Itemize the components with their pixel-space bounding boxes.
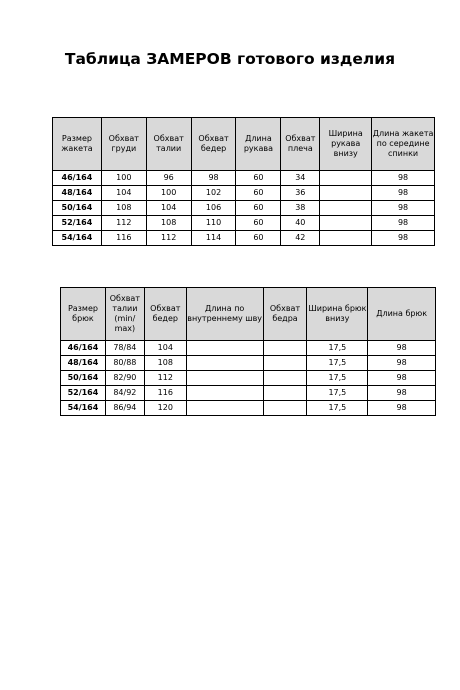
table-cell: 116 xyxy=(101,231,146,246)
table-cell: 17,5 xyxy=(307,401,368,416)
column-header: Обхват талии (min/ max) xyxy=(105,288,144,341)
table-cell: 38 xyxy=(281,201,320,216)
column-header: Обхват груди xyxy=(101,118,146,171)
table-cell: 120 xyxy=(144,401,186,416)
table-cell xyxy=(320,231,372,246)
column-header: Длина по внутреннему шву xyxy=(186,288,263,341)
table-row xyxy=(53,201,435,216)
column-header: Длина брюк xyxy=(368,288,436,341)
table-cell: 60 xyxy=(236,231,281,246)
table-cell: 40 xyxy=(281,216,320,231)
table-cell xyxy=(186,401,263,416)
table-cell: 98 xyxy=(372,171,435,186)
trousers-measurements-table xyxy=(60,287,436,416)
table-cell: 112 xyxy=(144,371,186,386)
column-header: Ширина брюк внизу xyxy=(307,288,368,341)
column-header: Обхват бедер xyxy=(144,288,186,341)
jacket-measurements-table xyxy=(52,117,435,246)
table-cell: 78/84 xyxy=(105,341,144,356)
table-cell xyxy=(263,386,307,401)
table-cell: 84/92 xyxy=(105,386,144,401)
table-cell: 114 xyxy=(191,231,236,246)
table-cell: 46/164 xyxy=(53,171,102,186)
table-cell: 17,5 xyxy=(307,356,368,371)
table-cell: 98 xyxy=(368,401,436,416)
table-cell: 48/164 xyxy=(61,356,106,371)
table-row xyxy=(61,341,436,356)
table-cell: 86/94 xyxy=(105,401,144,416)
table-cell: 100 xyxy=(146,186,191,201)
column-header: Обхват бедра xyxy=(263,288,307,341)
column-header: Длина рукава xyxy=(236,118,281,171)
table-cell: 104 xyxy=(146,201,191,216)
table-cell: 108 xyxy=(146,216,191,231)
table-row xyxy=(61,371,436,386)
table-cell xyxy=(320,216,372,231)
column-header: Длина жакета по середине спинки xyxy=(372,118,435,171)
column-header: Обхват бедер xyxy=(191,118,236,171)
table-row xyxy=(53,171,435,186)
table-cell: 60 xyxy=(236,216,281,231)
table-cell: 98 xyxy=(191,171,236,186)
table-cell xyxy=(320,186,372,201)
table-cell: 104 xyxy=(144,341,186,356)
table-row xyxy=(53,231,435,246)
table-cell: 112 xyxy=(101,216,146,231)
table-cell: 54/164 xyxy=(53,231,102,246)
table-cell xyxy=(186,386,263,401)
table-row xyxy=(53,216,435,231)
table-cell: 98 xyxy=(368,341,436,356)
table-cell: 17,5 xyxy=(307,341,368,356)
column-header: Размер брюк xyxy=(61,288,106,341)
table-cell: 17,5 xyxy=(307,371,368,386)
table-cell: 82/90 xyxy=(105,371,144,386)
table-cell: 98 xyxy=(372,201,435,216)
table-cell: 98 xyxy=(372,186,435,201)
table-cell: 106 xyxy=(191,201,236,216)
table-cell xyxy=(263,356,307,371)
table-cell: 98 xyxy=(372,216,435,231)
table-cell xyxy=(263,371,307,386)
table-cell: 98 xyxy=(368,386,436,401)
column-header: Размер жакета xyxy=(53,118,102,171)
table-cell: 36 xyxy=(281,186,320,201)
table-header-row xyxy=(53,118,435,171)
table-row xyxy=(61,401,436,416)
table-cell: 110 xyxy=(191,216,236,231)
table-header-row xyxy=(61,288,436,341)
table-cell: 60 xyxy=(236,171,281,186)
table-cell xyxy=(186,371,263,386)
table-cell: 108 xyxy=(101,201,146,216)
table-row xyxy=(61,386,436,401)
table-cell xyxy=(263,401,307,416)
table-cell: 54/164 xyxy=(61,401,106,416)
table-cell: 60 xyxy=(236,186,281,201)
table-row xyxy=(61,356,436,371)
table-cell: 98 xyxy=(368,356,436,371)
table-cell: 50/164 xyxy=(61,371,106,386)
table-cell: 52/164 xyxy=(61,386,106,401)
table-cell: 112 xyxy=(146,231,191,246)
table-cell: 48/164 xyxy=(53,186,102,201)
table-row xyxy=(53,186,435,201)
table-cell: 50/164 xyxy=(53,201,102,216)
table-cell: 42 xyxy=(281,231,320,246)
table-cell: 46/164 xyxy=(61,341,106,356)
table-cell: 98 xyxy=(372,231,435,246)
column-header: Ширина рукава внизу xyxy=(320,118,372,171)
table-cell: 116 xyxy=(144,386,186,401)
table-cell: 80/88 xyxy=(105,356,144,371)
table-cell: 100 xyxy=(101,171,146,186)
table-cell: 60 xyxy=(236,201,281,216)
table-cell: 17,5 xyxy=(307,386,368,401)
table-cell: 34 xyxy=(281,171,320,186)
table-cell: 96 xyxy=(146,171,191,186)
table-cell xyxy=(320,201,372,216)
table-cell: 102 xyxy=(191,186,236,201)
table-cell: 108 xyxy=(144,356,186,371)
table-cell xyxy=(186,356,263,371)
column-header: Обхват талии xyxy=(146,118,191,171)
table-cell: 52/164 xyxy=(53,216,102,231)
table-cell xyxy=(263,341,307,356)
page-title: Таблица ЗАМЕРОВ готового изделия xyxy=(64,50,396,68)
table-cell: 98 xyxy=(368,371,436,386)
table-cell: 104 xyxy=(101,186,146,201)
table-cell xyxy=(186,341,263,356)
table-cell xyxy=(320,171,372,186)
column-header: Обхват плеча xyxy=(281,118,320,171)
